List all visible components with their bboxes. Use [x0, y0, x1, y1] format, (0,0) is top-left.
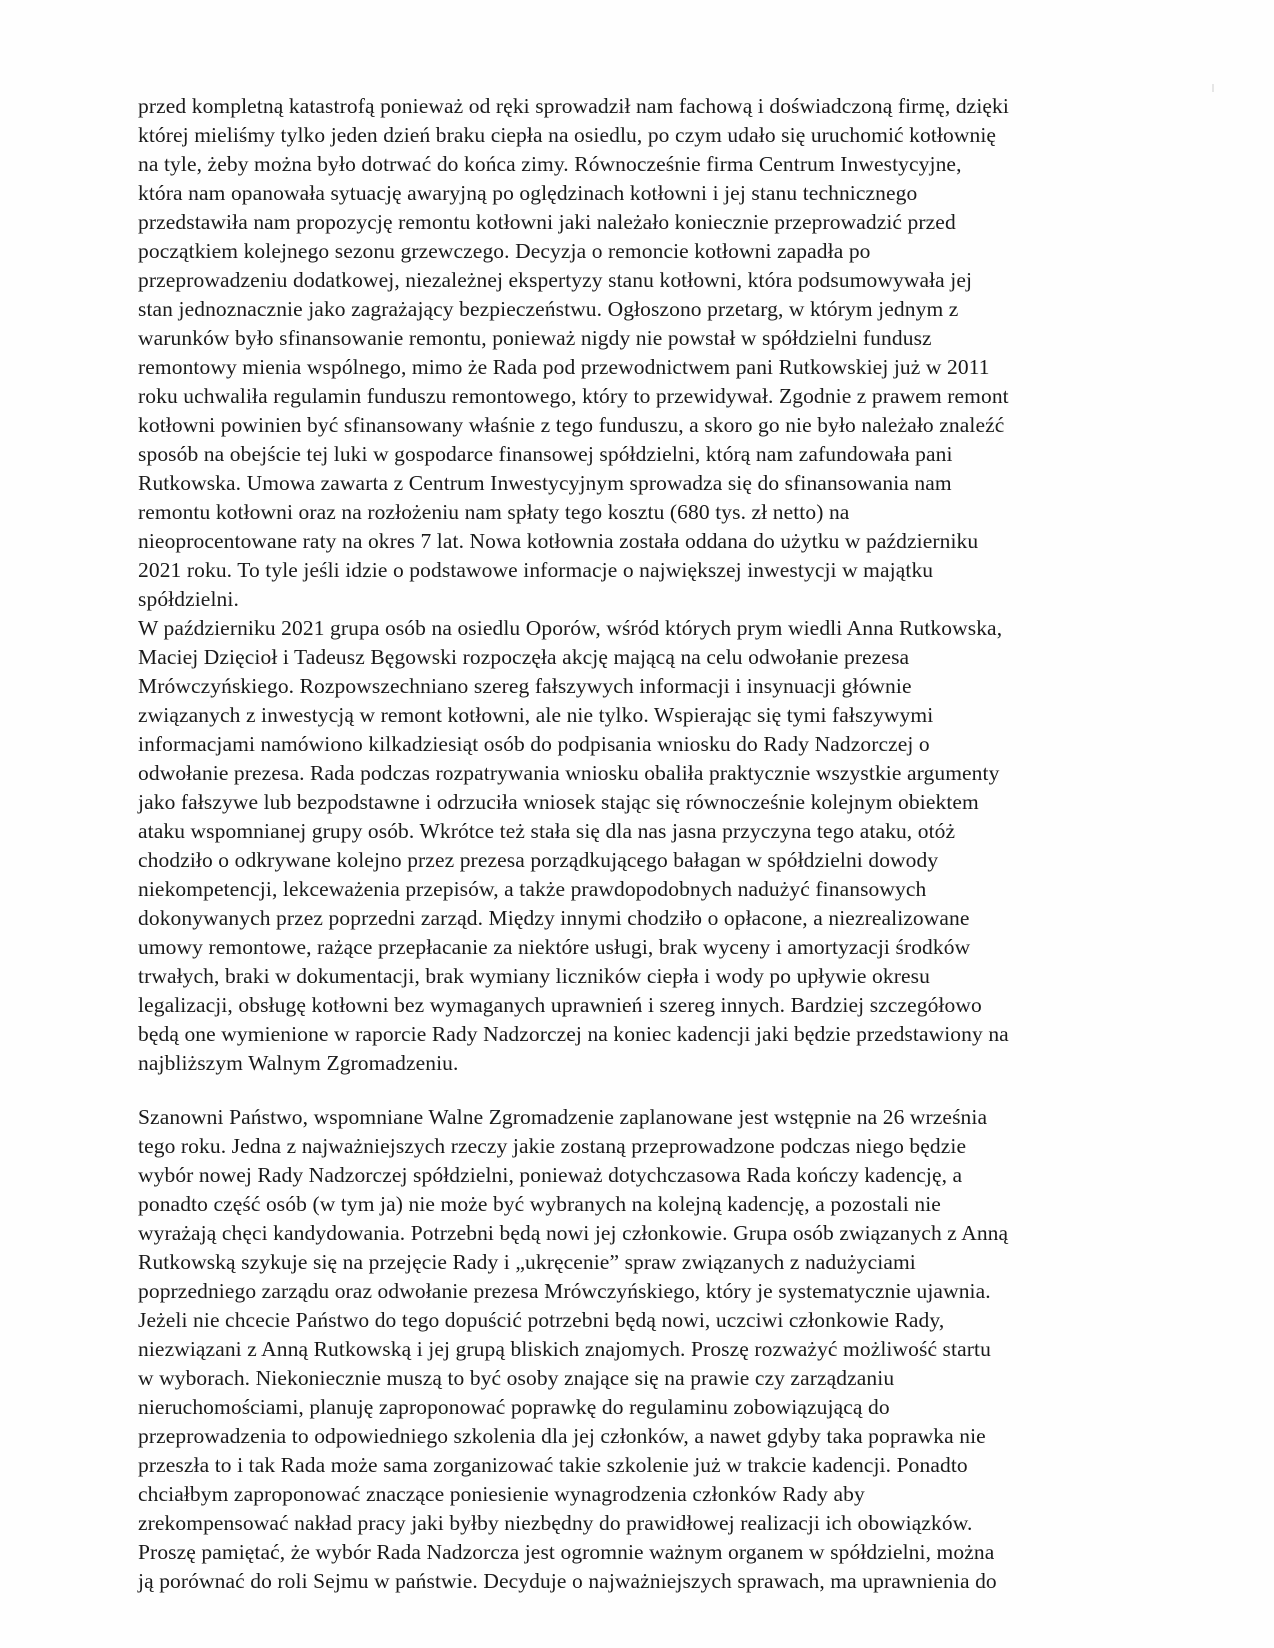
- text-line: ataku wspomnianej grupy osób. Wkrótce też stała się dla nas jasna przyczyna tego ataku, otóż: [138, 819, 956, 843]
- text-line: której mieliśmy tylko jeden dzień braku ciepła na osiedlu, po czym udało się uruchomić kotłownię: [138, 123, 997, 147]
- text-line: legalizacji, obsługę kotłowni bez wymaganych uprawnień i szereg innych. Bardziej szczegółowo: [138, 993, 982, 1017]
- text-line: która nam opanowała sytuację awaryjną po oględzinach kotłowni i jej stanu technicznego: [138, 181, 918, 205]
- text-line: przed kompletną katastrofą ponieważ od ręki sprowadził nam fachową i doświadczoną firmę, dzięki: [138, 94, 1009, 118]
- text-line: roku uchwaliła regulamin funduszu remontowego, który to przewidywał. Zgodnie z prawem remont: [138, 384, 1009, 408]
- text-line: poprzedniego zarządu oraz odwołanie prezesa Mrówczyńskiego, który je systematycznie ujawnia.: [138, 1279, 991, 1303]
- text-line: odwołanie prezesa. Rada podczas rozpatrywania wniosku obaliła praktycznie wszystkie argumenty: [138, 761, 1000, 785]
- text-line: spółdzielni.: [138, 587, 239, 611]
- text-line: początkiem kolejnego sezonu grzewczego. Decyzja o remoncie kotłowni zapadła po: [138, 239, 871, 263]
- text-line: zrekompensować nakład pracy jaki byłby niezbędny do prawidłowej realizacji ich obowiązków.: [138, 1511, 973, 1535]
- text-line: ją porównać do roli Sejmu w państwie. Decyduje o najważniejszych sprawach, ma uprawnienia do: [138, 1569, 997, 1593]
- text-line: Maciej Dzięcioł i Tadeusz Bęgowski rozpoczęła akcję mającą na celu odwołanie prezesa: [138, 645, 910, 669]
- text-line: niezwiązani z Anną Rutkowską i jej grupą bliskich znajomych. Proszę rozważyć możliwość startu: [138, 1337, 991, 1361]
- text-line: wyrażają chęci kandydowania. Potrzebni będą nowi jej członkowie. Grupa osób związanych z Anną: [138, 1221, 1009, 1245]
- text-line: 2021 roku. To tyle jeśli idzie o podstawowe informacje o największej inwestycji w majątku: [138, 558, 934, 582]
- text-line: chciałbym zaproponować znaczące poniesienie wynagrodzenia członków Rady aby: [138, 1482, 865, 1506]
- text-line: Rutkowską szykuje się na przejęcie Rady i „ukręcenie” spraw związanych z nadużyciami: [138, 1250, 916, 1274]
- text-line: niekompetencji, lekceważenia przepisów, a także prawdopodobnych nadużyć finansowych: [138, 877, 927, 901]
- text-line: ponadto część osób (w tym ja) nie może być wybranych na kolejną kadencję, a pozostali nie: [138, 1192, 941, 1216]
- text-line: nieruchomościami, planuję zaproponować poprawkę do regulaminu zobowiązującą do: [138, 1395, 890, 1419]
- text-line: chodziło o odkrywane kolejno przez prezesa porządkującego bałagan w spółdzielni dowody: [138, 848, 939, 872]
- paragraph-dismissal-campaign: [138, 614, 1158, 1078]
- text-line: warunków było sfinansowanie remontu, ponieważ nigdy nie powstał w spółdzielni fundusz: [138, 326, 932, 350]
- text-line: związanych z inwestycją w remont kotłowni, ale nie tylko. Wspierając się tymi fałszywymi: [138, 703, 934, 727]
- text-line: w wyborach. Niekoniecznie muszą to być osoby znające się na prawie czy zarządzaniu: [138, 1366, 895, 1390]
- text-line: Proszę pamiętać, że wybór Rada Nadzorcza jest ogromnie ważnym organem w spółdzielni, można: [138, 1540, 995, 1564]
- text-line: najbliższym Walnym Zgromadzeniu.: [138, 1051, 459, 1075]
- text-line: Rutkowska. Umowa zawarta z Centrum Inwestycyjnym sprowadza się do sfinansowania nam: [138, 471, 952, 495]
- paragraph-boiler-room: [138, 92, 1158, 614]
- text-line: W październiku 2021 grupa osób na osiedlu Oporów, wśród których prym wiedli Anna Rutkowska,: [138, 616, 1003, 640]
- text-line: wybór nowej Rady Nadzorczej spółdzielni, ponieważ dotychczasowa Rada kończy kadencję, a: [138, 1163, 963, 1187]
- text-line: kotłowni powinien być sfinansowany właśnie z tego funduszu, a skoro go nie było należało znaleźć: [138, 413, 1005, 437]
- text-line: przeprowadzenia to odpowiedniego szkolenia dla jej członków, a nawet gdyby taka poprawka nie: [138, 1424, 986, 1448]
- document-body: [138, 92, 1158, 1596]
- text-line: tego roku. Jedna z najważniejszych rzeczy jakie zostaną przeprowadzone podczas niego będzie: [138, 1134, 967, 1158]
- text-line: informacjami namówiono kilkadziesiąt osób do podpisania wniosku do Rady Nadzorczej o: [138, 732, 930, 756]
- text-line: przeprowadzeniu dodatkowej, niezależnej ekspertyzy stanu kotłowni, która podsumowywała jej: [138, 268, 973, 292]
- text-line: przedstawiła nam propozycję remontu kotłowni jaki należało koniecznie przeprowadzić przed: [138, 210, 956, 234]
- text-line: trwałych, braki w dokumentacji, brak wymiany liczników ciepła i wody po upływie okresu: [138, 964, 930, 988]
- text-line: przeszła to i tak Rada może sama zorganizować takie szkolenie już w trakcie kadencji. Ponadto: [138, 1453, 968, 1477]
- paragraph-spacer: [138, 1078, 1158, 1103]
- text-line: Szanowni Państwo, wspomniane Walne Zgromadzenie zaplanowane jest wstępnie na 26 września: [138, 1105, 988, 1129]
- text-line: umowy remontowe, rażące przepłacanie za niektóre usługi, brak wyceny i amortyzacji środków: [138, 935, 971, 959]
- paragraph-general-meeting: [138, 1103, 1158, 1596]
- text-line: na tyle, żeby można było dotrwać do końca zimy. Równocześnie firma Centrum Inwestycyjne,: [138, 152, 962, 176]
- scan-artifact: [1212, 84, 1214, 92]
- text-line: stan jednoznacznie jako zagrażający bezpieczeństwu. Ogłoszono przetarg, w którym jednym z: [138, 297, 959, 321]
- text-line: remontowy mienia wspólnego, mimo że Rada pod przewodnictwem pani Rutkowskiej już w 2011: [138, 355, 990, 379]
- text-line: Mrówczyńskiego. Rozpowszechniano szereg fałszywych informacji i insynuacji głównie: [138, 674, 912, 698]
- text-line: będą one wymienione w raporcie Rady Nadzorczej na koniec kadencji jaki będzie przedstawiony na: [138, 1022, 1009, 1046]
- text-line: nieoprocentowane raty na okres 7 lat. Nowa kotłownia została oddana do użytku w październiku: [138, 529, 979, 553]
- text-line: Jeżeli nie chcecie Państwo do tego dopuścić potrzebni będą nowi, uczciwi członkowie Rady,: [138, 1308, 945, 1332]
- text-line: jako fałszywe lub bezpodstawne i odrzuciła wniosek stając się równocześnie kolejnym obiektem: [138, 790, 979, 814]
- text-line: dokonywanych przez poprzedni zarząd. Między innymi chodziło o opłacone, a niezrealizowane: [138, 906, 970, 930]
- text-line: sposób na obejście tej luki w gospodarce finansowej spółdzielni, którą nam zafundowała pani: [138, 442, 953, 466]
- text-line: remontu kotłowni oraz na rozłożeniu nam spłaty tego kosztu (680 tys. zł netto) na: [138, 500, 850, 524]
